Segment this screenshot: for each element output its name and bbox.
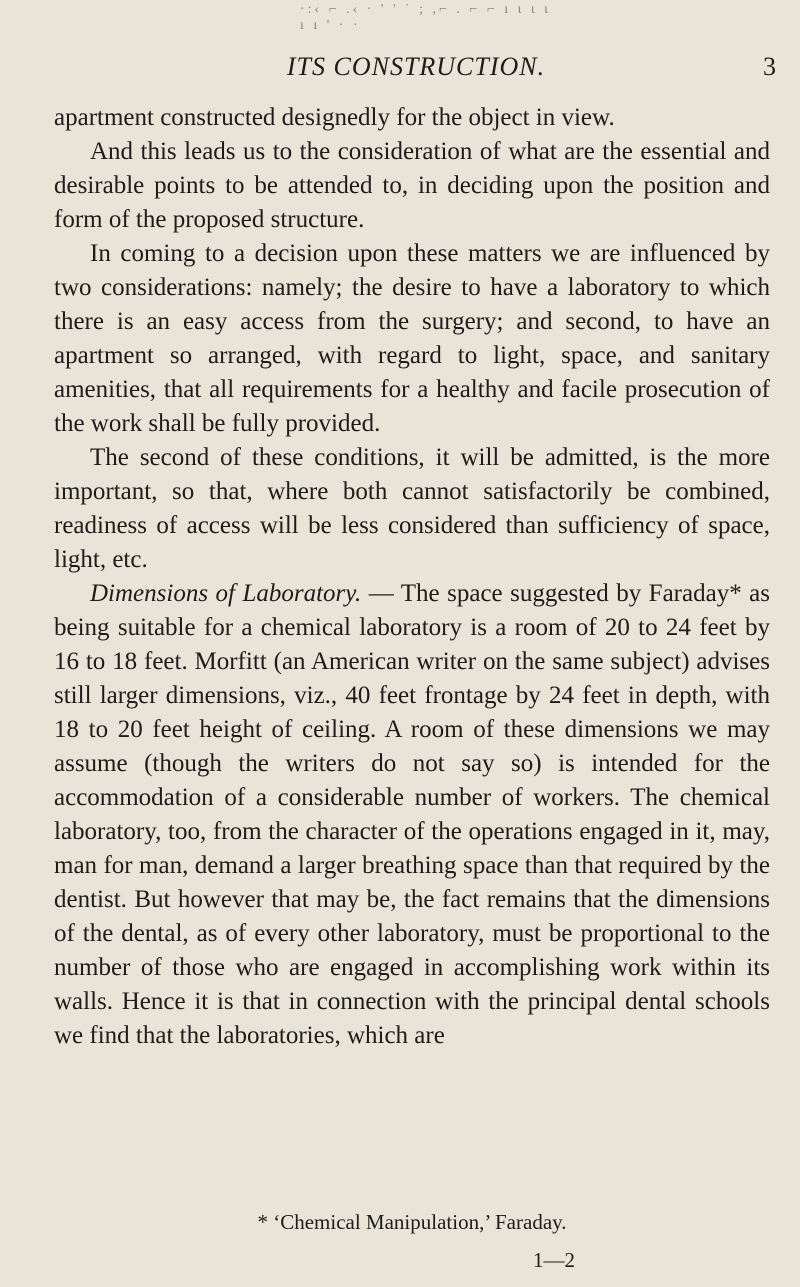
paragraph-continuation: apartment constructed designedly for the object in view. bbox=[54, 104, 615, 131]
section-heading: Dimensions of Laboratory. bbox=[90, 580, 362, 607]
signature-text: 1—2 bbox=[533, 1248, 575, 1272]
paragraph: And this leads us to the consideration of what are the essential and desirable points to be attended to, in deciding upon the position and form of the proposed structure. bbox=[54, 138, 770, 233]
paragraph: In coming to a decision upon these matters we are influenced by two considerations: namely; the desire to have a laboratory to which there is an easy access from the surgery; and second, to have an apartment so arranged, with regard to light, space, and sanitary amenities, that all requirements for a healthy and facile prosecution of the work shall be fully provided. bbox=[54, 240, 770, 437]
scan-artifact-marks: ·:‹ ⌐ .‹ · ' ' ˙ ; ,⌐ . ⌐ ⌐ ı ι ι ι ı ı ' · · bbox=[300, 2, 551, 33]
page-number: 3 bbox=[763, 52, 776, 81]
footnote: * ‘Chemical Manipulation,’ Faraday. bbox=[257, 1210, 567, 1234]
paragraph-text: — The space suggested by Faraday* as being suitable for a chemical laboratory is a room of 20 to 24 feet by 16 to 18 feet. Morfitt (an American writer on the same subject) advises still larger dimensions, viz., 40 feet frontage by 24 feet in depth, with 18 to 20 feet height of ceiling. A room of these dimensions we may assume (though the writers do not say so) is intended for the accommodation of a considerable number of workers. The chemical laboratory, too, from the character of the operations engaged in it, may, man for man, demand a larger breathing space than that required by the dentist. But however that may be, the fact remains that the dimensions of the dental, as of every other laboratory, must be proportional to the number of those who are engaged in accomplishing work within its walls. Hence it is that in connection with the principal dental schools we find that the laboratories, which are bbox=[54, 580, 771, 1049]
page-header bbox=[56, 52, 776, 92]
paragraph-dimensions bbox=[54, 577, 770, 1053]
body-text bbox=[54, 101, 770, 1053]
paragraph: The second of these conditions, it will be admitted, is the more important, so that, where both cannot satisfactorily be combined, readiness of access will be less considered than sufficiency of space, light, etc. bbox=[54, 444, 770, 573]
running-title: ITS CONSTRUCTION. bbox=[286, 52, 546, 81]
